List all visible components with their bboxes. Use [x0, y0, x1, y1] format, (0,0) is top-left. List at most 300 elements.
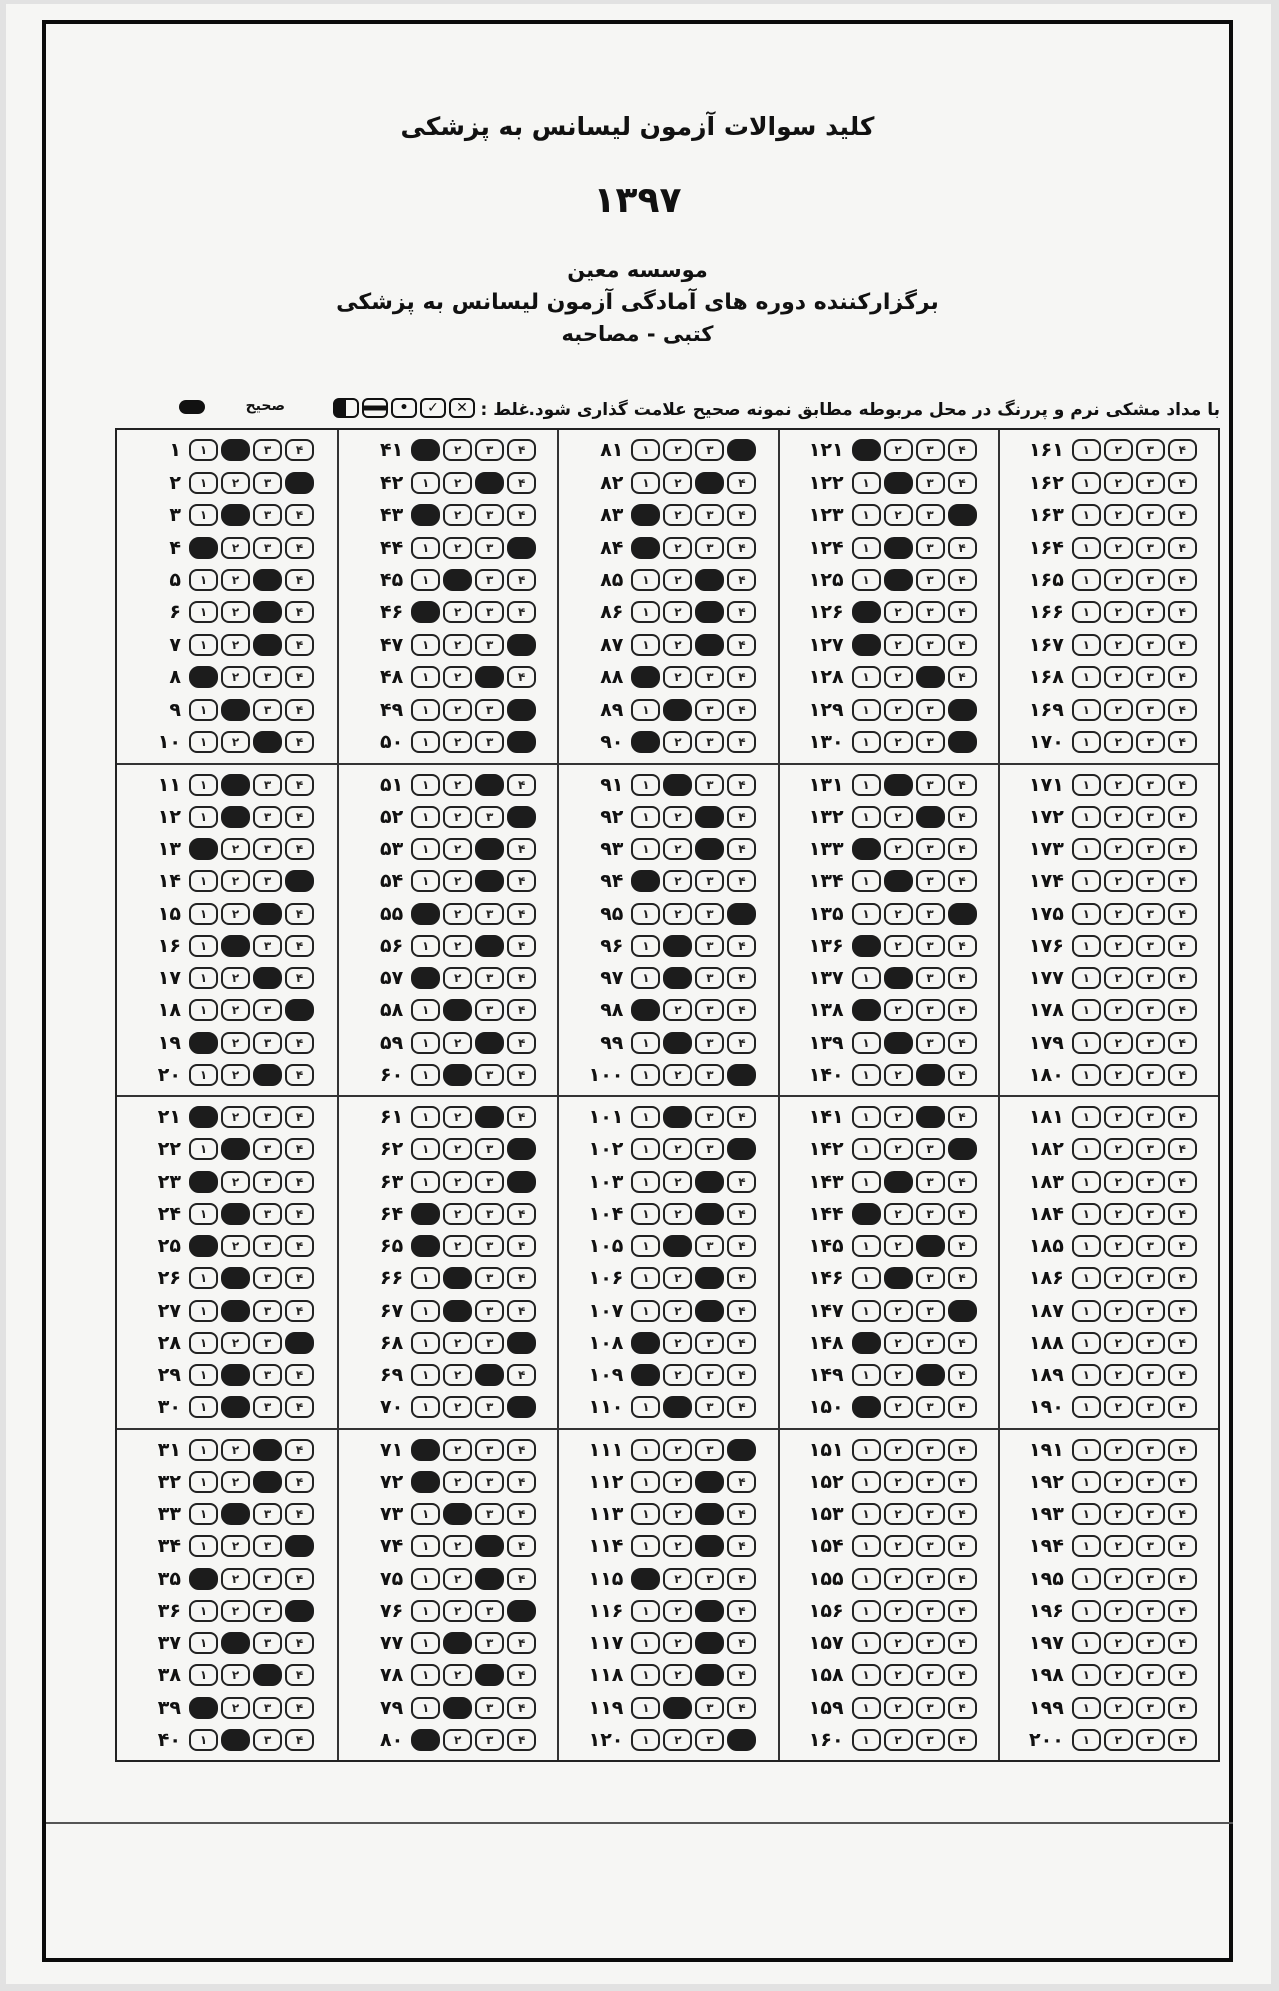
answer-bubble[interactable]: ۱ — [1072, 634, 1101, 656]
answer-bubble[interactable]: ۱ — [631, 1171, 660, 1193]
answer-bubble-filled[interactable] — [727, 1138, 756, 1160]
answer-bubble[interactable]: ۲ — [443, 935, 472, 957]
answer-bubble-filled[interactable] — [695, 601, 724, 623]
answer-bubble[interactable]: ۴ — [948, 1106, 977, 1128]
answer-bubble[interactable]: ۱ — [852, 731, 881, 753]
answer-bubble-filled[interactable] — [727, 1439, 756, 1461]
answer-bubble[interactable]: ۳ — [916, 1471, 945, 1493]
answer-bubble[interactable]: ۱ — [1072, 903, 1101, 925]
answer-bubble-filled[interactable] — [221, 935, 250, 957]
answer-bubble[interactable]: ۴ — [1168, 439, 1197, 461]
answer-bubble[interactable]: ۴ — [727, 699, 756, 721]
answer-bubble[interactable]: ۱ — [1072, 601, 1101, 623]
answer-bubble[interactable]: ۱ — [852, 1064, 881, 1086]
answer-bubble[interactable]: ۳ — [1136, 1568, 1165, 1590]
answer-bubble[interactable]: ۴ — [507, 1535, 536, 1557]
answer-bubble[interactable]: ۴ — [285, 1568, 314, 1590]
answer-bubble[interactable]: ۳ — [1136, 472, 1165, 494]
answer-bubble[interactable]: ۳ — [475, 1235, 504, 1257]
answer-bubble[interactable]: ۲ — [663, 903, 692, 925]
answer-bubble[interactable]: ۲ — [663, 439, 692, 461]
answer-bubble[interactable]: ۴ — [1168, 504, 1197, 526]
answer-bubble[interactable]: ۳ — [1136, 1632, 1165, 1654]
answer-bubble[interactable]: ۲ — [1104, 1535, 1133, 1557]
answer-bubble[interactable]: ۴ — [948, 806, 977, 828]
answer-bubble[interactable]: ۴ — [1168, 1632, 1197, 1654]
answer-bubble[interactable]: ۳ — [1136, 1439, 1165, 1461]
answer-bubble[interactable]: ۴ — [507, 1064, 536, 1086]
answer-bubble[interactable]: ۳ — [1136, 903, 1165, 925]
answer-bubble[interactable]: ۲ — [1104, 1471, 1133, 1493]
answer-bubble[interactable]: ۱ — [1072, 1300, 1101, 1322]
answer-bubble[interactable]: ۲ — [884, 1439, 913, 1461]
answer-bubble[interactable]: ۲ — [443, 1138, 472, 1160]
answer-bubble[interactable]: ۱ — [189, 903, 218, 925]
answer-bubble[interactable]: ۱ — [852, 1568, 881, 1590]
answer-bubble[interactable]: ۴ — [1168, 1729, 1197, 1751]
answer-bubble[interactable]: ۴ — [285, 1364, 314, 1386]
answer-bubble[interactable]: ۲ — [221, 1332, 250, 1354]
answer-bubble-filled[interactable] — [663, 774, 692, 796]
answer-bubble[interactable]: ۳ — [916, 1138, 945, 1160]
answer-bubble[interactable]: ۳ — [475, 504, 504, 526]
answer-bubble-filled[interactable] — [411, 1729, 440, 1751]
answer-bubble[interactable]: ۴ — [1168, 1364, 1197, 1386]
answer-bubble[interactable]: ۱ — [852, 1171, 881, 1193]
answer-bubble-filled[interactable] — [884, 569, 913, 591]
answer-bubble[interactable]: ۱ — [631, 1632, 660, 1654]
answer-bubble[interactable]: ۱ — [411, 634, 440, 656]
answer-bubble-filled[interactable] — [189, 1235, 218, 1257]
answer-bubble[interactable]: ۴ — [285, 1697, 314, 1719]
answer-bubble[interactable]: ۳ — [253, 870, 282, 892]
answer-bubble[interactable]: ۳ — [1136, 1664, 1165, 1686]
answer-bubble-filled[interactable] — [221, 1396, 250, 1418]
answer-bubble[interactable]: ۱ — [631, 634, 660, 656]
answer-bubble[interactable]: ۴ — [507, 1503, 536, 1525]
answer-bubble[interactable]: ۳ — [253, 1106, 282, 1128]
answer-bubble[interactable]: ۲ — [663, 806, 692, 828]
answer-bubble[interactable]: ۴ — [507, 439, 536, 461]
answer-bubble[interactable]: ۳ — [475, 1600, 504, 1622]
answer-bubble[interactable]: ۱ — [1072, 504, 1101, 526]
answer-bubble[interactable]: ۴ — [1168, 1106, 1197, 1128]
answer-bubble-filled[interactable] — [884, 1032, 913, 1054]
answer-bubble[interactable]: ۳ — [695, 1364, 724, 1386]
answer-bubble[interactable]: ۳ — [253, 1203, 282, 1225]
answer-bubble[interactable]: ۳ — [916, 967, 945, 989]
answer-bubble[interactable]: ۳ — [1136, 1535, 1165, 1557]
answer-bubble-filled[interactable] — [443, 1300, 472, 1322]
answer-bubble[interactable]: ۲ — [1104, 967, 1133, 989]
answer-bubble[interactable]: ۳ — [916, 1332, 945, 1354]
answer-bubble[interactable]: ۴ — [948, 1697, 977, 1719]
answer-bubble-filled[interactable] — [507, 1138, 536, 1160]
answer-bubble[interactable]: ۱ — [411, 1106, 440, 1128]
answer-bubble[interactable]: ۱ — [411, 1300, 440, 1322]
answer-bubble[interactable]: ۴ — [727, 1396, 756, 1418]
answer-bubble-filled[interactable] — [695, 1203, 724, 1225]
answer-bubble[interactable]: ۲ — [663, 1171, 692, 1193]
answer-bubble[interactable]: ۱ — [411, 1396, 440, 1418]
answer-bubble[interactable]: ۴ — [727, 1332, 756, 1354]
answer-bubble[interactable]: ۲ — [884, 1471, 913, 1493]
answer-bubble-filled[interactable] — [253, 1439, 282, 1461]
answer-bubble-filled[interactable] — [189, 1171, 218, 1193]
answer-bubble[interactable]: ۲ — [221, 537, 250, 559]
answer-bubble[interactable]: ۳ — [695, 774, 724, 796]
answer-bubble[interactable]: ۱ — [852, 569, 881, 591]
answer-bubble[interactable]: ۲ — [221, 1697, 250, 1719]
answer-bubble[interactable]: ۴ — [1168, 1064, 1197, 1086]
answer-bubble[interactable]: ۳ — [916, 1697, 945, 1719]
answer-bubble[interactable]: ۴ — [1168, 1568, 1197, 1590]
answer-bubble[interactable]: ۳ — [253, 1235, 282, 1257]
answer-bubble[interactable]: ۲ — [1104, 1664, 1133, 1686]
answer-bubble[interactable]: ۲ — [884, 935, 913, 957]
answer-bubble[interactable]: ۲ — [663, 569, 692, 591]
answer-bubble[interactable]: ۴ — [285, 634, 314, 656]
answer-bubble[interactable]: ۳ — [916, 1568, 945, 1590]
answer-bubble[interactable]: ۲ — [221, 1600, 250, 1622]
answer-bubble-filled[interactable] — [852, 601, 881, 623]
answer-bubble[interactable]: ۱ — [411, 1632, 440, 1654]
answer-bubble-filled[interactable] — [411, 1471, 440, 1493]
answer-bubble[interactable]: ۳ — [1136, 699, 1165, 721]
answer-bubble[interactable]: ۲ — [221, 1171, 250, 1193]
answer-bubble[interactable]: ۳ — [695, 1032, 724, 1054]
answer-bubble[interactable]: ۳ — [916, 1396, 945, 1418]
answer-bubble[interactable]: ۳ — [253, 699, 282, 721]
answer-bubble[interactable]: ۱ — [631, 967, 660, 989]
answer-bubble[interactable]: ۲ — [221, 634, 250, 656]
answer-bubble[interactable]: ۱ — [1072, 1032, 1101, 1054]
answer-bubble[interactable]: ۳ — [253, 1171, 282, 1193]
answer-bubble[interactable]: ۱ — [631, 774, 660, 796]
answer-bubble[interactable]: ۳ — [916, 1664, 945, 1686]
answer-bubble[interactable]: ۳ — [916, 472, 945, 494]
answer-bubble-filled[interactable] — [443, 999, 472, 1021]
answer-bubble[interactable]: ۳ — [475, 699, 504, 721]
answer-bubble[interactable]: ۴ — [727, 634, 756, 656]
answer-bubble[interactable]: ۳ — [1136, 1138, 1165, 1160]
answer-bubble[interactable]: ۱ — [189, 1600, 218, 1622]
answer-bubble[interactable]: ۴ — [507, 870, 536, 892]
answer-bubble[interactable]: ۴ — [727, 999, 756, 1021]
answer-bubble[interactable]: ۲ — [1104, 999, 1133, 1021]
answer-bubble[interactable]: ۲ — [1104, 1600, 1133, 1622]
answer-bubble-filled[interactable] — [695, 1267, 724, 1289]
answer-bubble[interactable]: ۳ — [475, 1632, 504, 1654]
answer-bubble[interactable]: ۳ — [1136, 601, 1165, 623]
answer-bubble-filled[interactable] — [411, 967, 440, 989]
answer-bubble[interactable]: ۴ — [948, 967, 977, 989]
answer-bubble[interactable]: ۳ — [1136, 1471, 1165, 1493]
answer-bubble[interactable]: ۴ — [948, 1332, 977, 1354]
answer-bubble[interactable]: ۴ — [1168, 1203, 1197, 1225]
answer-bubble[interactable]: ۱ — [189, 1535, 218, 1557]
answer-bubble[interactable]: ۱ — [1072, 1171, 1101, 1193]
answer-bubble[interactable]: ۴ — [1168, 569, 1197, 591]
answer-bubble[interactable]: ۴ — [285, 1106, 314, 1128]
answer-bubble[interactable]: ۱ — [411, 1138, 440, 1160]
answer-bubble[interactable]: ۳ — [475, 967, 504, 989]
answer-bubble[interactable]: ۱ — [189, 774, 218, 796]
answer-bubble[interactable]: ۱ — [1072, 838, 1101, 860]
answer-bubble[interactable]: ۱ — [411, 774, 440, 796]
answer-bubble[interactable]: ۱ — [631, 569, 660, 591]
answer-bubble[interactable]: ۲ — [884, 903, 913, 925]
answer-bubble[interactable]: ۲ — [443, 1729, 472, 1751]
answer-bubble[interactable]: ۲ — [663, 1439, 692, 1461]
answer-bubble-filled[interactable] — [253, 569, 282, 591]
answer-bubble[interactable]: ۱ — [1072, 1203, 1101, 1225]
answer-bubble[interactable]: ۲ — [1104, 1503, 1133, 1525]
answer-bubble[interactable]: ۲ — [1104, 774, 1133, 796]
answer-bubble[interactable]: ۱ — [852, 1471, 881, 1493]
answer-bubble-filled[interactable] — [852, 935, 881, 957]
answer-bubble[interactable]: ۱ — [852, 1600, 881, 1622]
answer-bubble[interactable]: ۳ — [916, 1439, 945, 1461]
answer-bubble-filled[interactable] — [507, 806, 536, 828]
answer-bubble[interactable]: ۲ — [443, 504, 472, 526]
answer-bubble-filled[interactable] — [852, 1332, 881, 1354]
answer-bubble[interactable]: ۴ — [285, 1235, 314, 1257]
answer-bubble[interactable]: ۱ — [852, 1535, 881, 1557]
answer-bubble[interactable]: ۴ — [1168, 1664, 1197, 1686]
answer-bubble[interactable]: ۲ — [1104, 838, 1133, 860]
answer-bubble[interactable]: ۴ — [727, 504, 756, 526]
answer-bubble[interactable]: ۴ — [727, 1568, 756, 1590]
answer-bubble[interactable]: ۴ — [285, 1032, 314, 1054]
answer-bubble[interactable]: ۱ — [411, 1364, 440, 1386]
answer-bubble[interactable]: ۴ — [948, 838, 977, 860]
answer-bubble[interactable]: ۳ — [695, 1138, 724, 1160]
answer-bubble[interactable]: ۴ — [285, 1664, 314, 1686]
answer-bubble[interactable]: ۲ — [443, 1396, 472, 1418]
answer-bubble-filled[interactable] — [852, 999, 881, 1021]
answer-bubble[interactable]: ۱ — [631, 1600, 660, 1622]
answer-bubble[interactable]: ۴ — [948, 1267, 977, 1289]
answer-bubble[interactable]: ۲ — [443, 1332, 472, 1354]
answer-bubble[interactable]: ۲ — [221, 967, 250, 989]
answer-bubble[interactable]: ۴ — [507, 1364, 536, 1386]
answer-bubble[interactable]: ۱ — [631, 903, 660, 925]
answer-bubble[interactable]: ۱ — [411, 999, 440, 1021]
answer-bubble[interactable]: ۱ — [852, 504, 881, 526]
answer-bubble[interactable]: ۲ — [663, 838, 692, 860]
answer-bubble[interactable]: ۲ — [443, 1106, 472, 1128]
answer-bubble[interactable]: ۴ — [507, 1664, 536, 1686]
answer-bubble[interactable]: ۳ — [1136, 504, 1165, 526]
answer-bubble-filled[interactable] — [221, 504, 250, 526]
answer-bubble[interactable]: ۱ — [189, 870, 218, 892]
answer-bubble[interactable]: ۴ — [1168, 999, 1197, 1021]
answer-bubble-filled[interactable] — [443, 1267, 472, 1289]
answer-bubble[interactable]: ۲ — [221, 1535, 250, 1557]
answer-bubble[interactable]: ۲ — [663, 666, 692, 688]
answer-bubble[interactable]: ۳ — [695, 1332, 724, 1354]
answer-bubble[interactable]: ۱ — [411, 1600, 440, 1622]
answer-bubble[interactable]: ۳ — [1136, 1300, 1165, 1322]
answer-bubble[interactable]: ۴ — [507, 1267, 536, 1289]
answer-bubble[interactable]: ۱ — [1072, 472, 1101, 494]
answer-bubble[interactable]: ۳ — [695, 666, 724, 688]
answer-bubble[interactable]: ۳ — [1136, 838, 1165, 860]
answer-bubble-filled[interactable] — [852, 1396, 881, 1418]
answer-bubble[interactable]: ۴ — [948, 666, 977, 688]
answer-bubble[interactable]: ۳ — [475, 1332, 504, 1354]
answer-bubble[interactable]: ۱ — [411, 1032, 440, 1054]
answer-bubble-filled[interactable] — [663, 1106, 692, 1128]
answer-bubble[interactable]: ۲ — [884, 1364, 913, 1386]
answer-bubble[interactable]: ۲ — [443, 1600, 472, 1622]
answer-bubble[interactable]: ۳ — [916, 634, 945, 656]
answer-bubble-filled[interactable] — [411, 439, 440, 461]
answer-bubble[interactable]: ۳ — [475, 1729, 504, 1751]
answer-bubble-filled[interactable] — [253, 601, 282, 623]
answer-bubble-filled[interactable] — [884, 1171, 913, 1193]
answer-bubble[interactable]: ۴ — [507, 1032, 536, 1054]
answer-bubble[interactable]: ۳ — [253, 1535, 282, 1557]
answer-bubble[interactable]: ۱ — [1072, 666, 1101, 688]
answer-bubble[interactable]: ۴ — [727, 731, 756, 753]
answer-bubble[interactable]: ۴ — [948, 601, 977, 623]
answer-bubble[interactable]: ۴ — [727, 1235, 756, 1257]
answer-bubble[interactable]: ۳ — [253, 1632, 282, 1654]
answer-bubble[interactable]: ۱ — [852, 806, 881, 828]
answer-bubble[interactable]: ۴ — [948, 1064, 977, 1086]
answer-bubble[interactable]: ۳ — [695, 935, 724, 957]
answer-bubble[interactable]: ۱ — [1072, 1106, 1101, 1128]
answer-bubble-filled[interactable] — [695, 1600, 724, 1622]
answer-bubble[interactable]: ۳ — [475, 1697, 504, 1719]
answer-bubble-filled[interactable] — [221, 699, 250, 721]
answer-bubble[interactable]: ۴ — [507, 504, 536, 526]
answer-bubble[interactable]: ۱ — [852, 537, 881, 559]
answer-bubble[interactable]: ۳ — [916, 439, 945, 461]
answer-bubble[interactable]: ۳ — [253, 472, 282, 494]
answer-bubble[interactable]: ۲ — [884, 1106, 913, 1128]
answer-bubble[interactable]: ۱ — [631, 838, 660, 860]
answer-bubble[interactable]: ۳ — [475, 601, 504, 623]
answer-bubble[interactable]: ۴ — [285, 1300, 314, 1322]
answer-bubble-filled[interactable] — [253, 1471, 282, 1493]
answer-bubble[interactable]: ۳ — [1136, 999, 1165, 1021]
answer-bubble[interactable]: ۱ — [411, 806, 440, 828]
answer-bubble-filled[interactable] — [443, 569, 472, 591]
answer-bubble[interactable]: ۳ — [1136, 967, 1165, 989]
answer-bubble[interactable]: ۲ — [221, 1106, 250, 1128]
answer-bubble-filled[interactable] — [285, 1600, 314, 1622]
answer-bubble[interactable]: ۴ — [727, 1697, 756, 1719]
answer-bubble[interactable]: ۳ — [475, 569, 504, 591]
answer-bubble-filled[interactable] — [727, 1729, 756, 1751]
answer-bubble[interactable]: ۱ — [189, 601, 218, 623]
answer-bubble[interactable]: ۴ — [285, 838, 314, 860]
answer-bubble-filled[interactable] — [695, 1503, 724, 1525]
answer-bubble-filled[interactable] — [507, 537, 536, 559]
answer-bubble-filled[interactable] — [695, 1632, 724, 1654]
answer-bubble[interactable]: ۲ — [1104, 903, 1133, 925]
answer-bubble[interactable]: ۱ — [631, 1203, 660, 1225]
answer-bubble[interactable]: ۲ — [1104, 1632, 1133, 1654]
answer-bubble[interactable]: ۳ — [1136, 1032, 1165, 1054]
answer-bubble[interactable]: ۲ — [221, 731, 250, 753]
answer-bubble-filled[interactable] — [189, 1106, 218, 1128]
answer-bubble[interactable]: ۳ — [475, 806, 504, 828]
answer-bubble[interactable]: ۳ — [1136, 569, 1165, 591]
answer-bubble[interactable]: ۱ — [1072, 774, 1101, 796]
answer-bubble[interactable]: ۳ — [253, 838, 282, 860]
answer-bubble[interactable]: ۱ — [631, 601, 660, 623]
answer-bubble[interactable]: ۴ — [727, 1364, 756, 1386]
answer-bubble[interactable]: ۳ — [695, 1568, 724, 1590]
answer-bubble[interactable]: ۲ — [663, 1664, 692, 1686]
answer-bubble[interactable]: ۳ — [475, 634, 504, 656]
answer-bubble-filled[interactable] — [411, 1203, 440, 1225]
answer-bubble[interactable]: ۳ — [695, 1697, 724, 1719]
answer-bubble-filled[interactable] — [221, 1267, 250, 1289]
answer-bubble[interactable]: ۲ — [443, 1364, 472, 1386]
answer-bubble[interactable]: ۴ — [1168, 903, 1197, 925]
answer-bubble[interactable]: ۲ — [1104, 569, 1133, 591]
answer-bubble-filled[interactable] — [475, 1106, 504, 1128]
answer-bubble[interactable]: ۴ — [948, 472, 977, 494]
answer-bubble[interactable]: ۴ — [285, 1729, 314, 1751]
answer-bubble[interactable]: ۳ — [253, 774, 282, 796]
answer-bubble-filled[interactable] — [884, 870, 913, 892]
answer-bubble-filled[interactable] — [727, 1064, 756, 1086]
answer-bubble[interactable]: ۴ — [948, 634, 977, 656]
answer-bubble[interactable]: ۱ — [631, 1235, 660, 1257]
answer-bubble[interactable]: ۴ — [285, 774, 314, 796]
answer-bubble[interactable]: ۲ — [221, 1064, 250, 1086]
answer-bubble[interactable]: ۴ — [948, 870, 977, 892]
answer-bubble[interactable]: ۱ — [631, 1106, 660, 1128]
answer-bubble[interactable]: ۴ — [507, 569, 536, 591]
answer-bubble[interactable]: ۲ — [884, 1203, 913, 1225]
answer-bubble[interactable]: ۳ — [695, 999, 724, 1021]
answer-bubble-filled[interactable] — [221, 1300, 250, 1322]
answer-bubble[interactable]: ۱ — [631, 699, 660, 721]
answer-bubble[interactable]: ۲ — [884, 838, 913, 860]
answer-bubble[interactable]: ۱ — [1072, 569, 1101, 591]
answer-bubble[interactable]: ۴ — [285, 1439, 314, 1461]
answer-bubble[interactable]: ۲ — [663, 1138, 692, 1160]
answer-bubble[interactable]: ۱ — [189, 935, 218, 957]
answer-bubble-filled[interactable] — [727, 439, 756, 461]
answer-bubble[interactable]: ۲ — [221, 569, 250, 591]
answer-bubble[interactable]: ۳ — [916, 1632, 945, 1654]
answer-bubble[interactable]: ۱ — [189, 1064, 218, 1086]
answer-bubble[interactable]: ۴ — [1168, 1600, 1197, 1622]
answer-bubble[interactable]: ۲ — [1104, 731, 1133, 753]
answer-bubble[interactable]: ۲ — [443, 774, 472, 796]
answer-bubble[interactable]: ۱ — [631, 472, 660, 494]
answer-bubble[interactable]: ۲ — [884, 806, 913, 828]
answer-bubble[interactable]: ۴ — [285, 1138, 314, 1160]
answer-bubble[interactable]: ۳ — [253, 935, 282, 957]
answer-bubble[interactable]: ۱ — [189, 699, 218, 721]
answer-bubble[interactable]: ۴ — [948, 1729, 977, 1751]
answer-bubble-filled[interactable] — [727, 903, 756, 925]
answer-bubble[interactable]: ۲ — [1104, 634, 1133, 656]
answer-bubble[interactable]: ۴ — [507, 601, 536, 623]
answer-bubble[interactable]: ۱ — [1072, 1235, 1101, 1257]
answer-bubble[interactable]: ۴ — [285, 1203, 314, 1225]
answer-bubble[interactable]: ۲ — [884, 1235, 913, 1257]
